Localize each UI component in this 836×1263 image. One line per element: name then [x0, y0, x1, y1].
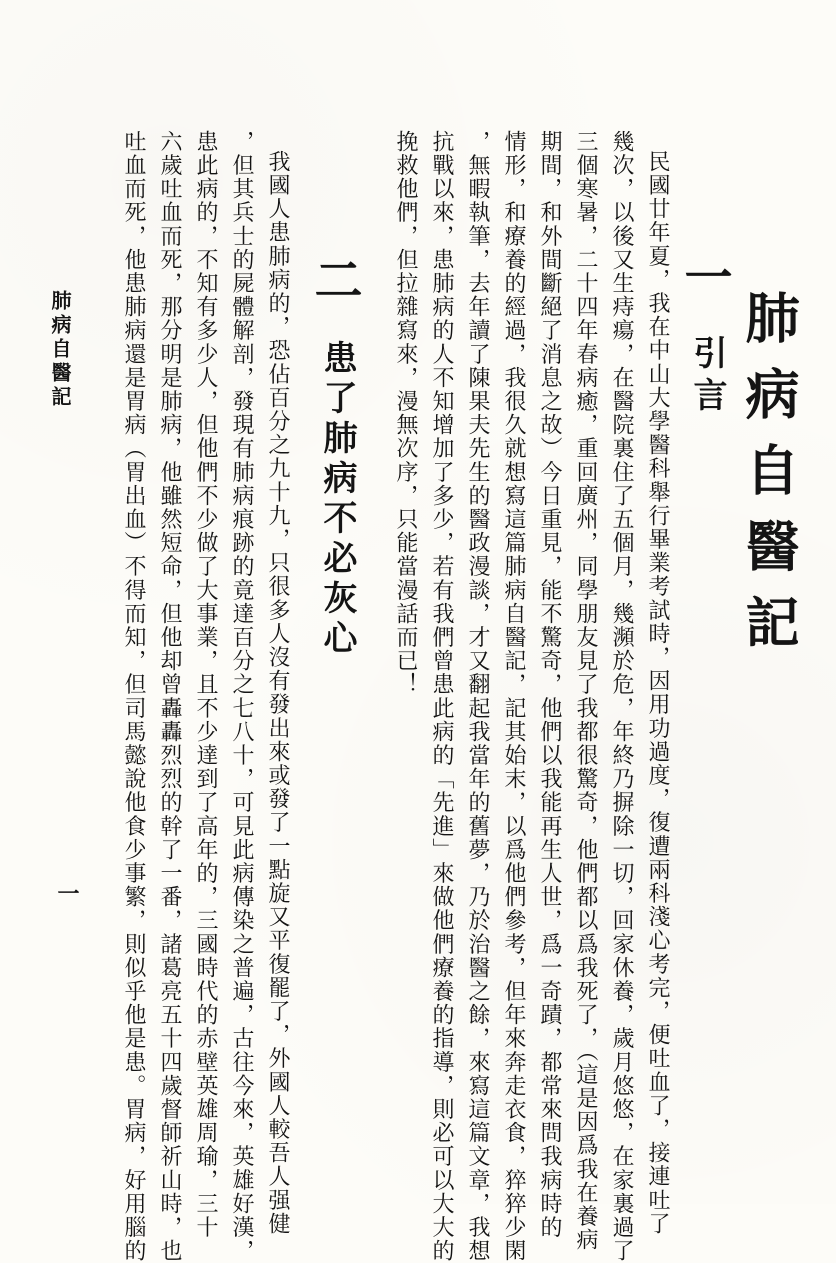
- section-2-column: 患此病的，不知有多少人，但他們不少做了大事業，且不少達到了高年的，三國時代的赤壁英雄周瑜，三十: [193, 130, 218, 1240]
- section-2-column: 我國人患肺病的，恐佔百分之九十九，只很多人沒有發出來或發了一點旋又平復罷了，外國人較吾人强健: [265, 150, 290, 1236]
- section-1-column: 三個寒暑，二十四年春病癒，重回廣州，同學朋友見了我都很驚奇，他們都以爲我死了，（這是因爲我在養病: [573, 130, 598, 1252]
- section-2-column: 六歲吐血而死，那分明是肺病，他雖然短命，但他却曾轟轟烈烈的幹了一番，諸葛亮五十四歲督師祈山時，也: [157, 130, 182, 1263]
- section-2-column: 吐血而死，他患肺病還是胃病（胃出血）不得而知，但司馬懿說他食少事繁，則似乎他是患。胃病，好用腦的: [121, 130, 146, 1263]
- section-2-title: 患了肺病不必灰心: [317, 340, 357, 660]
- section-1-column: 情形，和療養的經過，我很久就想寫這篇肺病自醫記，記其始末，以爲他們參考，但年來奔走衣食，猝猝少閑: [501, 130, 526, 1263]
- section-2-number: 二: [306, 255, 362, 303]
- page-number: 一: [54, 882, 80, 904]
- section-1-column: 抗戰以來，患肺病的人不知增加了多少，若有我們曾患此病的「先進」來做他們療養的指導，則必可以大大的: [429, 130, 454, 1263]
- section-1-title: 引言: [687, 335, 727, 419]
- book-title: 肺病自醫記: [737, 290, 801, 670]
- section-1-column: ，無暇執筆，去年讀了陳果夫先生的醫政漫談，才又翻起我當年的舊夢，乃於治醫之餘，來寫這篇文章，我想: [465, 130, 490, 1263]
- running-head: 肺病自醫記: [48, 290, 72, 410]
- section-1-column: 幾次，以後又生痔瘍，在醫院裏住了五個月，幾瀕於危，年終乃摒除一切，回家休養，歲月悠悠，在家裏過了: [609, 130, 634, 1263]
- section-1-column: 民國廿年夏，我在中山大學醫科舉行畢業考試時，因用功過度，復遭兩科淺心考完，便吐血了，接連吐了: [645, 150, 670, 1236]
- section-2-column: ，但其兵士的屍體解剖，發現有肺病痕跡的竟達百分之七八十，可見此病傳染之普遍，古往今來，英雄好漢，: [229, 130, 254, 1263]
- section-1-number: 一: [676, 252, 732, 300]
- section-1-column: 挽救他們，但拉雜寫來，漫無次序，只能當漫話而已！: [393, 130, 418, 697]
- section-1-column: 期間，和外間斷絕了消息之故）今日重見，能不驚奇，他們以我能再生人世，爲一奇蹟，都常來問我病時的: [537, 130, 562, 1240]
